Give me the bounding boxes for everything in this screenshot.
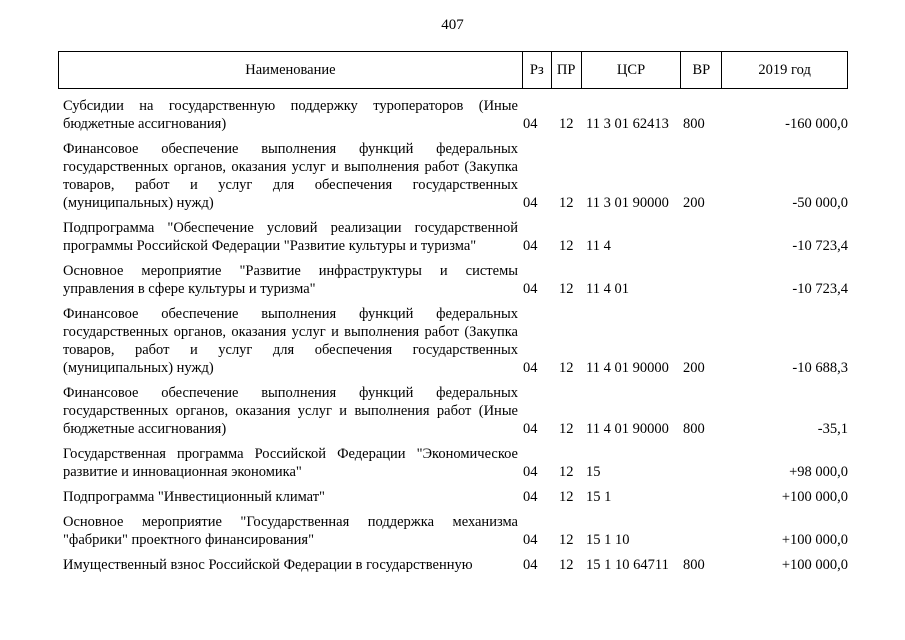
row-name: Государственная программа Российской Федерации "Экономическое развитие и инновационная экономика" [63, 446, 518, 480]
row-csr: 11 4 01 [586, 281, 629, 297]
header-vr: ВР [681, 52, 722, 88]
table-row [63, 488, 848, 506]
row-csr: 11 4 01 90000 [586, 360, 669, 376]
row-csr: 11 4 01 90000 [586, 421, 669, 437]
row-name: Подпрограмма "Обеспечение условий реализации государственной программы Российской Федерации "Развитие культуры и туризма" [63, 220, 518, 254]
header-name: Наименование [59, 52, 523, 88]
row-rz: 04 [523, 195, 538, 211]
row-amount: -10 688,3 [792, 360, 848, 376]
row-pr: 12 [559, 195, 574, 211]
row-pr: 12 [559, 238, 574, 254]
row-rz: 04 [523, 532, 538, 548]
row-csr: 15 1 10 64711 [586, 557, 669, 573]
row-pr: 12 [559, 360, 574, 376]
row-amount: +98 000,0 [789, 464, 848, 480]
row-rz: 04 [523, 238, 538, 254]
row-pr: 12 [559, 464, 574, 480]
table-row [63, 305, 848, 377]
row-rz: 04 [523, 116, 538, 132]
row-csr: 11 4 [586, 238, 611, 254]
row-name: Финансовое обеспечение выполнения функций федеральных государственных органов, оказания услуг и выполнения работ (Закупка товаров, работ и услуг для обеспечения государственных (муниципальных) нужд) [63, 306, 518, 376]
table-body [63, 97, 848, 581]
table-header [58, 51, 848, 89]
row-pr: 12 [559, 489, 574, 505]
row-csr: 15 [586, 464, 601, 480]
row-amount: -50 000,0 [792, 195, 848, 211]
row-name: Финансовое обеспечение выполнения функций федеральных государственных органов, оказания услуг и выполнения работ (Иные бюджетные ассигнования) [63, 385, 518, 437]
row-amount: -10 723,4 [792, 281, 848, 297]
table-row [63, 140, 848, 212]
row-csr: 11 3 01 90000 [586, 195, 669, 211]
row-pr: 12 [559, 116, 574, 132]
row-pr: 12 [559, 281, 574, 297]
row-name: Подпрограмма "Инвестиционный климат" [63, 489, 325, 505]
row-csr: 15 1 [586, 489, 612, 505]
table-row [63, 556, 848, 574]
table-row [63, 219, 848, 255]
row-vr: 800 [683, 557, 705, 573]
row-rz: 04 [523, 464, 538, 480]
header-year: 2019 год [758, 62, 811, 78]
row-pr: 12 [559, 532, 574, 548]
row-vr: 800 [683, 421, 705, 437]
table-row [63, 384, 848, 438]
row-pr: 12 [559, 421, 574, 437]
table-row [63, 513, 848, 549]
row-amount: -35,1 [817, 421, 848, 437]
row-csr: 15 1 10 [586, 532, 630, 548]
row-pr: 12 [559, 557, 574, 573]
page-number: 407 [441, 17, 464, 33]
row-amount: +100 000,0 [781, 489, 848, 505]
row-vr: 200 [683, 360, 705, 376]
row-name: Финансовое обеспечение выполнения функций федеральных государственных органов, оказания услуг и выполнения работ (Закупка товаров, работ и услуг для обеспечения государственных (муниципальных) нужд) [63, 141, 518, 211]
table-row [63, 262, 848, 298]
row-vr: 200 [683, 195, 705, 211]
table-row [63, 97, 848, 133]
row-vr: 800 [683, 116, 705, 132]
row-name: Основное мероприятие "Развитие инфраструктуры и системы управления в сфере культуры и туризма" [63, 263, 518, 297]
header-csr: ЦСР [582, 52, 682, 88]
row-amount: +100 000,0 [781, 532, 848, 548]
row-rz: 04 [523, 281, 538, 297]
table-row [63, 445, 848, 481]
row-csr: 11 3 01 62413 [586, 116, 669, 132]
header-pr: ПР [552, 52, 582, 88]
row-amount: +100 000,0 [781, 557, 848, 573]
row-rz: 04 [523, 360, 538, 376]
row-name: Основное мероприятие "Государственная поддержка механизма "фабрики" проектного финансирования" [63, 514, 518, 548]
row-rz: 04 [523, 557, 538, 573]
row-rz: 04 [523, 421, 538, 437]
row-name: Имущественный взнос Российской Федерации в государственную [63, 557, 473, 573]
header-rz: Рз [523, 52, 552, 88]
row-rz: 04 [523, 489, 538, 505]
row-amount: -160 000,0 [785, 116, 848, 132]
row-name: Субсидии на государственную поддержку туроператоров (Иные бюджетные ассигнования) [63, 98, 518, 132]
row-amount: -10 723,4 [792, 238, 848, 254]
